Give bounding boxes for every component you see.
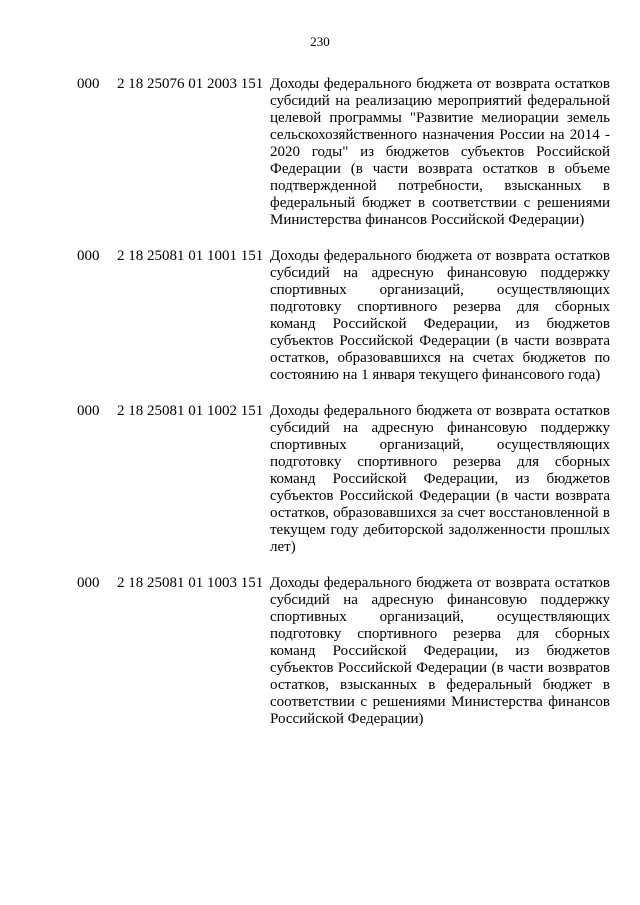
budget-entry [77,403,610,556]
admin-code: 000 [77,403,100,419]
page-number: 230 [310,34,330,49]
entry-description: Доходы федерального бюджета от возврата остатков субсидий на адресную финансовую поддержку спортивных организаций, осуществляющих подготовку спортивного резерва для сборных команд Российской Федерации, из бюджетов субъектов Российской Федерации (в части возврата остатков, образовавшихся на счетах бюджетов по состоянию на 1 января текущего финансового года) [270,248,610,383]
admin-code: 000 [77,76,100,92]
budget-entry [77,76,610,229]
budget-classification-code: 2 18 25076 01 2003 151 [117,76,264,92]
admin-code: 000 [77,248,100,264]
entry-description: Доходы федерального бюджета от возврата остатков субсидий на адресную финансовую поддержку спортивных организаций, осуществляющих подготовку спортивного резерва для сборных команд Российской Федерации, из бюджетов субъектов Российской Федерации (в части возвратов остатков, взысканных в федеральный бюджет в соответствии с решениями Министерства финансов Российской Федерации) [270,575,610,727]
budget-classification-code: 2 18 25081 01 1002 151 [117,403,264,419]
budget-entry [77,575,610,728]
entry-description: Доходы федерального бюджета от возврата остатков субсидий на адресную финансовую поддержку спортивных организаций, осуществляющих подготовку спортивного резерва для сборных команд Российской Федерации, из бюджетов субъектов Российской Федерации (в части возврата остатков, образовавшихся за счет восстановленной в текущем году дебиторской задолженности прошлых лет) [270,403,610,555]
budget-entry [77,248,610,384]
budget-classification-code: 2 18 25081 01 1003 151 [117,575,264,591]
budget-classification-code: 2 18 25081 01 1001 151 [117,248,264,264]
entry-description: Доходы федерального бюджета от возврата остатков субсидий на реализацию мероприятий федеральной целевой программы "Развитие мелиорации земель сельскохозяйственного назначения России на 2014 - 2020 годы" из бюджетов субъектов Российской Федерации (в части возврата остатков в объеме подтвержденной потребности, взысканных в федеральный бюджет в соответствии с решениями Министерства финансов Российской Федерации) [270,76,610,228]
budget-code-list [77,76,610,747]
admin-code: 000 [77,575,100,591]
